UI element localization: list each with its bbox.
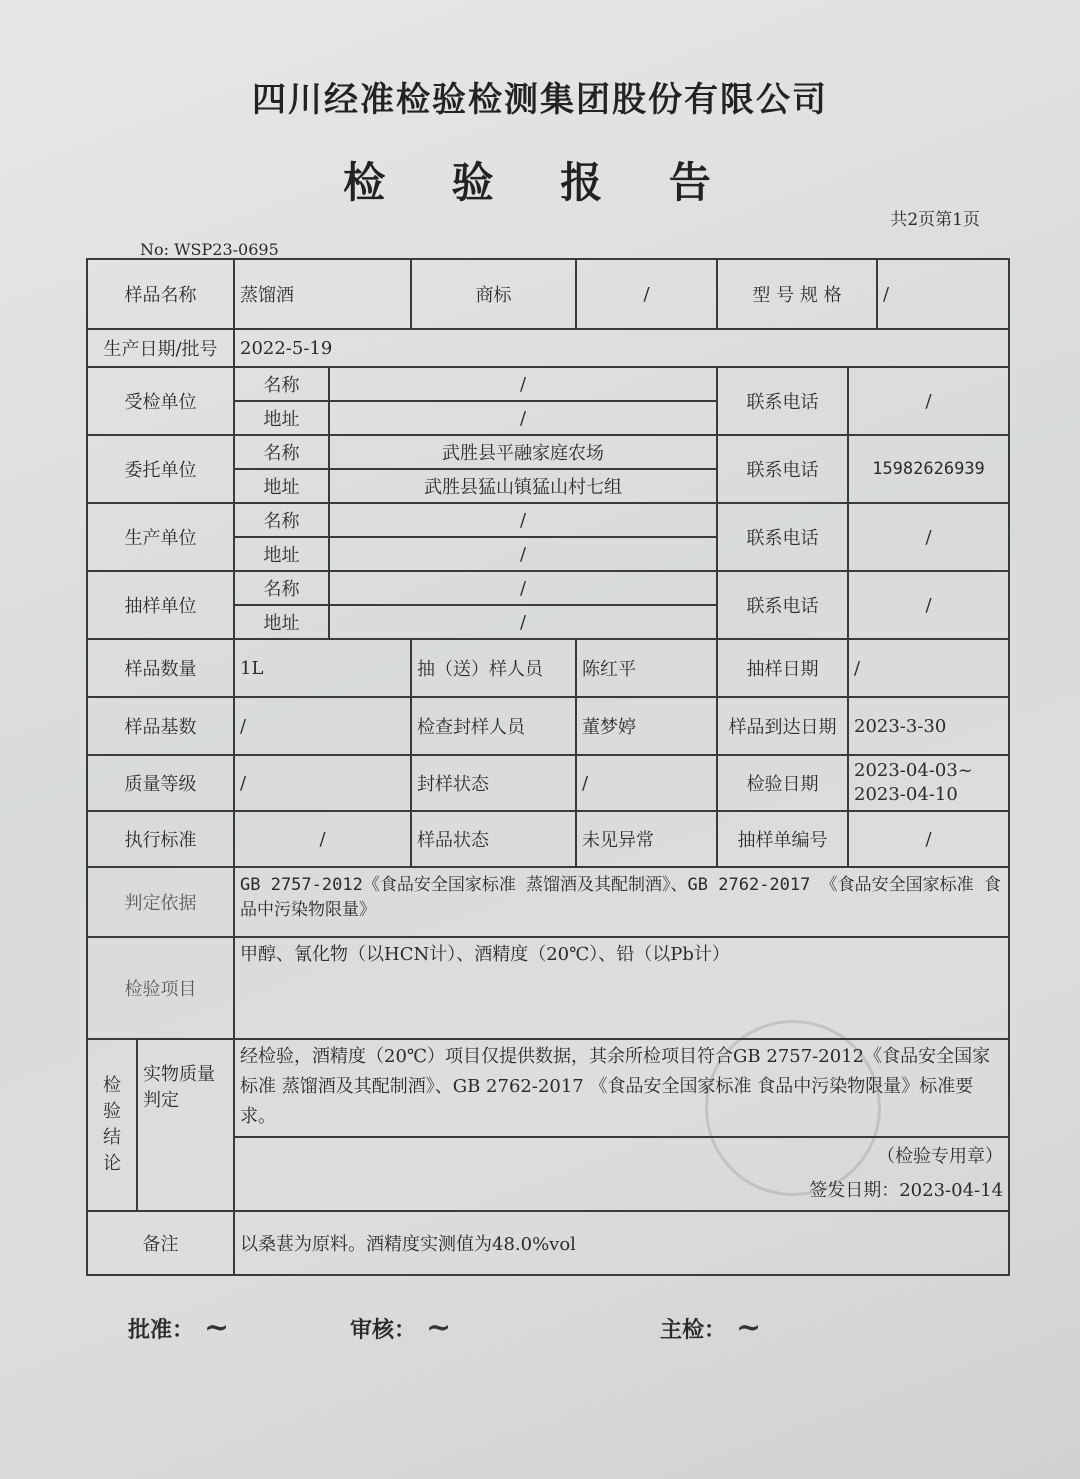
sample-name-value: 蒸馏酒 — [234, 259, 411, 329]
base-label: 样品基数 — [87, 697, 234, 755]
review-signature — [350, 1310, 451, 1345]
sampling-form-no-value: / — [848, 811, 1009, 867]
sampling-date-label: 抽样日期 — [717, 639, 848, 697]
items-value: 甲醇、氰化物（以HCN计）、酒精度（20℃）、铅（以Pb计） — [234, 937, 1009, 1039]
sampler-addr-value: / — [329, 605, 717, 639]
qty-label: 样品数量 — [87, 639, 234, 697]
sampler-person-value: 陈红平 — [576, 639, 717, 697]
sampling-form-no-label: 抽样单编号 — [717, 811, 848, 867]
chief-handwriting: ~ — [736, 1310, 762, 1345]
client-phone-value: 15982626939 — [848, 435, 1009, 503]
client-addr-label: 地址 — [234, 469, 329, 503]
sampler-person-label: 抽（送）样人员 — [411, 639, 576, 697]
inspected-addr-value: / — [329, 401, 717, 435]
conclusion-text: 经检验，酒精度（20℃）项目仅提供数据，其余所检项目符合GB 2757-2012《食品安全国家标准 蒸馏酒及其配制酒》、GB 2762-2017 《食品安全国家标准 食品中污染物限量》标准要求。 — [234, 1039, 1009, 1137]
producer-phone-value: / — [848, 503, 1009, 571]
report-table — [86, 258, 1010, 1276]
review-label: 审核： — [350, 1317, 417, 1343]
chief-signature — [660, 1310, 761, 1345]
grade-value: / — [234, 755, 411, 811]
sampler-name-value: / — [329, 571, 717, 605]
client-name-label: 名称 — [234, 435, 329, 469]
approve-handwriting: ~ — [204, 1310, 230, 1345]
producer-addr-label: 地址 — [234, 537, 329, 571]
remarks-value: 以桑葚为原料。酒精度实测值为48.0%vol — [234, 1211, 1009, 1275]
test-date-value — [848, 755, 1009, 811]
arrival-date-value: 2023-3-30 — [848, 697, 1009, 755]
items-label: 检验项目 — [87, 937, 234, 1039]
report-number: No: WSP23-0695 — [140, 240, 279, 259]
sampler-unit-label: 抽样单位 — [87, 571, 234, 639]
sampler-name-label: 名称 — [234, 571, 329, 605]
producer-name-value: / — [329, 503, 717, 537]
test-date-end: 2023-04-10 — [854, 784, 958, 805]
inspected-name-value: / — [329, 367, 717, 401]
company-name: 四川经准检验检测集团股份有限公司 — [252, 80, 828, 120]
sampling-date-value: / — [848, 639, 1009, 697]
model-value: / — [877, 259, 1009, 329]
seal-status-value: / — [576, 755, 717, 811]
inspected-addr-label: 地址 — [234, 401, 329, 435]
basis-label: 判定依据 — [87, 867, 234, 937]
remarks-label: 备注 — [87, 1211, 234, 1275]
client-unit-label: 委托单位 — [87, 435, 234, 503]
review-handwriting: ~ — [426, 1310, 452, 1345]
chief-label: 主检： — [660, 1317, 727, 1343]
sealer-person-label: 检查封样人员 — [411, 697, 576, 755]
prod-date-label: 生产日期/批号 — [87, 329, 234, 367]
base-value: / — [234, 697, 411, 755]
producer-unit-label: 生产单位 — [87, 503, 234, 571]
test-date-start: 2023-04-03~ — [854, 760, 973, 781]
report-title: 检 验 报 告 — [343, 158, 737, 207]
arrival-date-label: 样品到达日期 — [717, 697, 848, 755]
standard-label: 执行标准 — [87, 811, 234, 867]
producer-addr-value: / — [329, 537, 717, 571]
basis-value: GB 2757-2012《食品安全国家标准 蒸馏酒及其配制酒》、GB 2762-2017 《食品安全国家标准 食品中污染物限量》 — [234, 867, 1009, 937]
model-label: 型 号 规 格 — [717, 259, 877, 329]
standard-value: / — [234, 811, 411, 867]
sampler-addr-label: 地址 — [234, 605, 329, 639]
sealer-person-value: 董梦婷 — [576, 697, 717, 755]
client-addr-value: 武胜县猛山镇猛山村七组 — [329, 469, 717, 503]
producer-name-label: 名称 — [234, 503, 329, 537]
quality-judgement-label: 实物质量判定 — [137, 1039, 234, 1211]
conclusion-label — [87, 1039, 137, 1211]
inspected-unit-label: 受检单位 — [87, 367, 234, 435]
client-name-value: 武胜县平融家庭农场 — [329, 435, 717, 469]
grade-label: 质量等级 — [87, 755, 234, 811]
prod-date-value: 2022-5-19 — [234, 329, 1009, 367]
sampler-phone-label: 联系电话 — [717, 571, 848, 639]
seal-status-label: 封样状态 — [411, 755, 576, 811]
sampler-phone-value: / — [848, 571, 1009, 639]
seal-text: （检验专用章） — [877, 1146, 1004, 1167]
inspected-phone-label: 联系电话 — [717, 367, 848, 435]
inspected-phone-value: / — [848, 367, 1009, 435]
page-info: 共2页第1页 — [890, 210, 980, 230]
test-date-label: 检验日期 — [717, 755, 848, 811]
sample-name-label: 样品名称 — [87, 259, 234, 329]
brand-value: / — [576, 259, 717, 329]
conclusion-seal-area — [234, 1137, 1009, 1211]
producer-phone-label: 联系电话 — [717, 503, 848, 571]
sample-status-label: 样品状态 — [411, 811, 576, 867]
client-phone-label: 联系电话 — [717, 435, 848, 503]
approve-label: 批准： — [128, 1317, 195, 1343]
brand-label: 商标 — [411, 259, 576, 329]
issue-date: 签发日期：2023-04-14 — [809, 1180, 1004, 1201]
inspected-name-label: 名称 — [234, 367, 329, 401]
conclusion-label-text: 检验结论 — [103, 1075, 121, 1174]
qty-value: 1L — [234, 639, 411, 697]
approve-signature — [128, 1310, 229, 1345]
sample-status-value: 未见异常 — [576, 811, 717, 867]
